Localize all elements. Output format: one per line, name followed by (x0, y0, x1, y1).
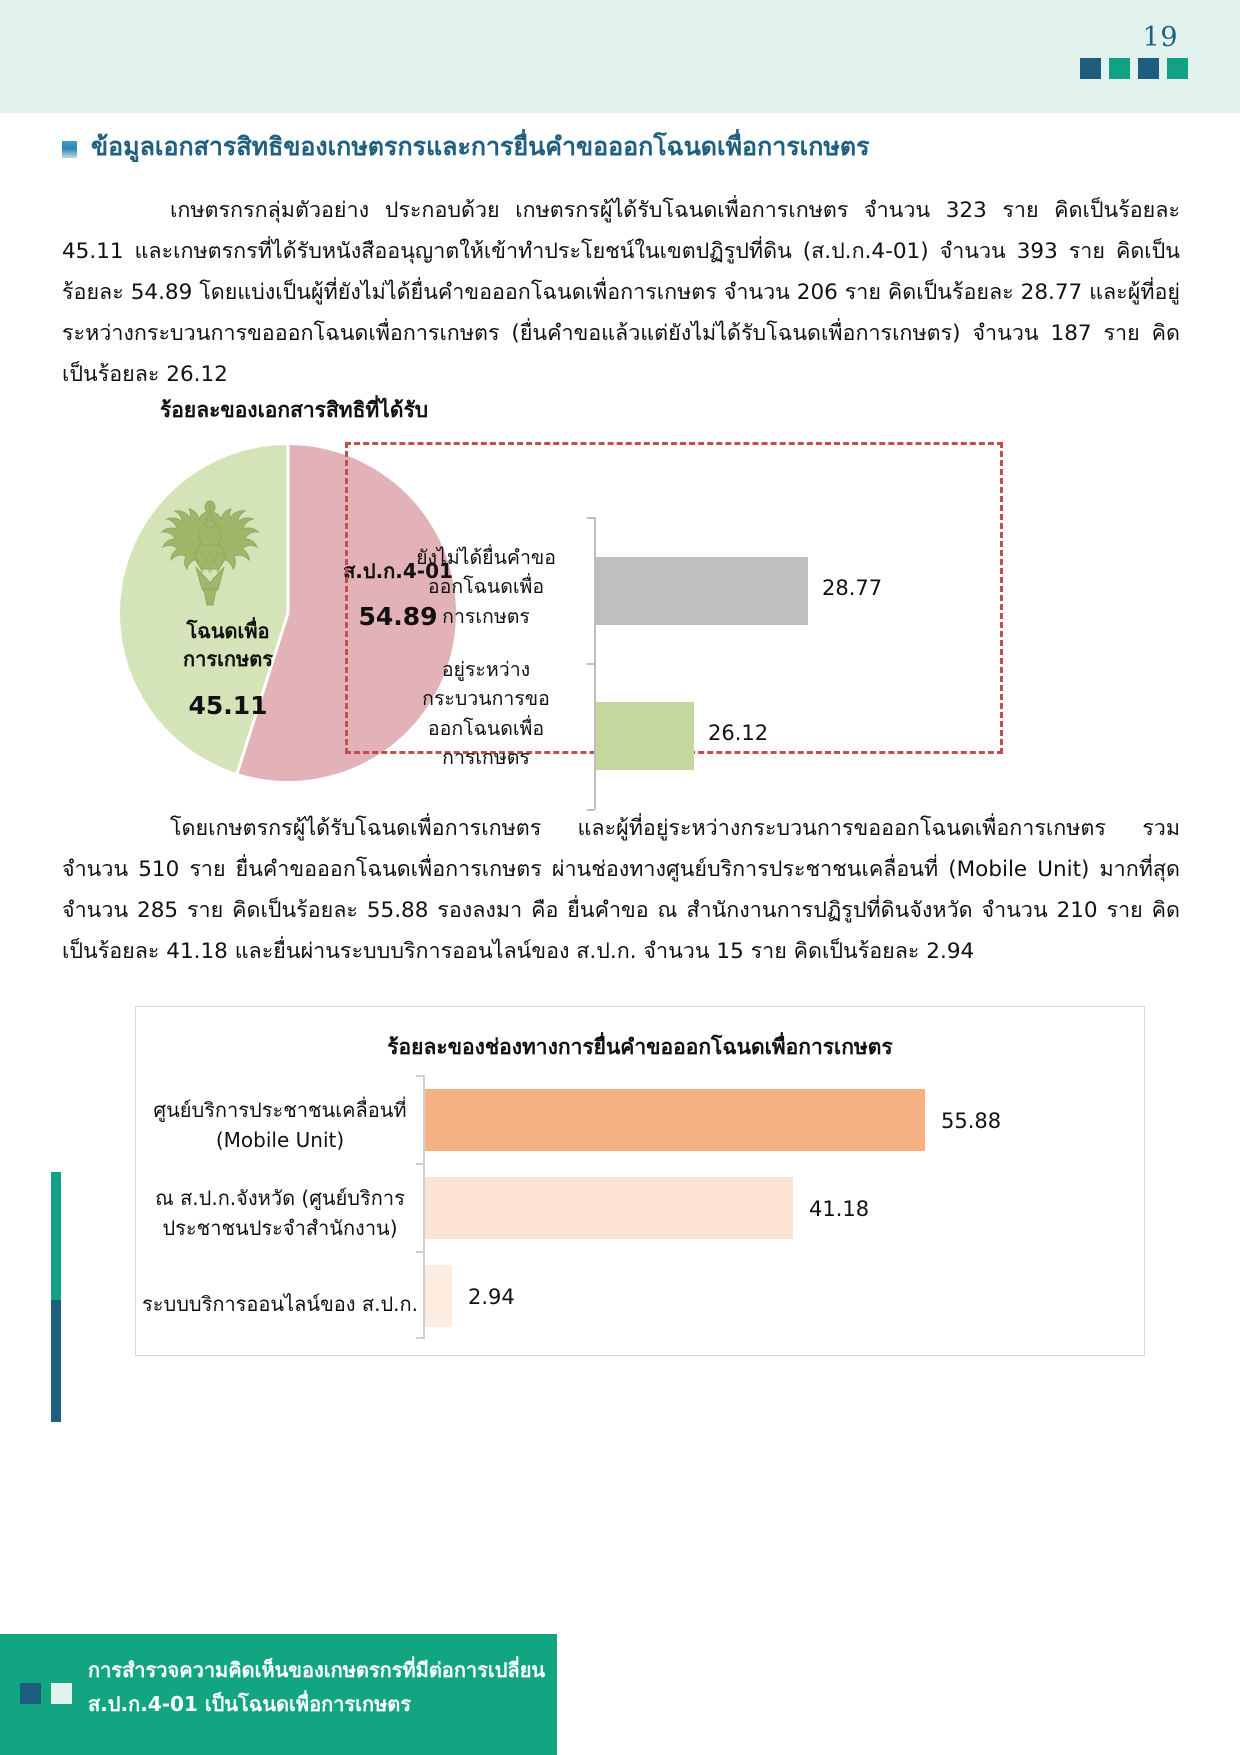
chart-1-axis-tick-0 (587, 517, 595, 519)
chart-1-bar-label-1-line-3: การเกษตร (442, 745, 530, 769)
footer-square-2 (51, 1683, 72, 1704)
pie-slice-name-green: โฉนดเพื่อการเกษตร (183, 619, 273, 672)
chart-2-axis-tick-0 (416, 1075, 425, 1077)
side-accent-navy (51, 1300, 61, 1422)
chart-1-bar-label-0-line-0: ยังไม่ได้ยื่นคำขอ (416, 546, 556, 569)
chart-2-axis-tick-1 (416, 1163, 425, 1165)
chart-1-axis-tick-1 (587, 663, 595, 665)
chart-1-bar-label-1-line-0: อยู่ระหว่าง (441, 658, 531, 681)
page-header-band (0, 0, 1240, 113)
chart-2-axis-tick-2 (416, 1251, 425, 1253)
chart-2-bar-1 (425, 1177, 793, 1239)
chart-2-bar-label-0-line-1: (Mobile Unit) (215, 1128, 345, 1152)
header-square-2 (1109, 58, 1130, 79)
section-heading (62, 130, 870, 164)
chart-2-title: ร้อยละของช่องทางการยื่นคำขอออกโฉนดเพื่อการเกษตร (387, 1035, 893, 1059)
chart-2-bar-label-0-line-0: ศูนย์บริการประชาชนเคลื่อนที่ (153, 1098, 407, 1122)
chart-1-bar-value-0: 28.77 (822, 576, 883, 600)
header-square-3 (1138, 58, 1159, 79)
paragraph-1: เกษตรกรกลุ่มตัวอย่าง ประกอบด้วย เกษตรกรผู้ได้รับโฉนดเพื่อการเกษตร จำนวน 323 ราย คิดเป็นร้อยละ 45.11 และเกษตรกรที่ได้รับหนังสืออนุญาตให้เข้าทำประโยชน์ในเขตปฏิรูปที่ดิน (ส.ป.ก.4-01) จำนวน 393 ราย คิดเป็นร้อยละ 54.89 โดยแบ่งเป็นผู้ที่ยังไม่ได้ยื่นคำขอออกโฉนดเพื่อการเกษตร จำนวน 206 ราย คิดเป็นร้อยละ 28.77 และผู้ที่อยู่ระหว่างกระบวนการขอออกโฉนดเพื่อการเกษตร (ยื่นคำขอแล้วแต่ยังไม่ได้รับโฉนดเพื่อการเกษตร) จำนวน 187 ราย คิดเป็นร้อยละ 26.12 (62, 198, 1180, 387)
chart-1-bar-label-1-line-1: กระบวนการขอ (422, 687, 550, 711)
chart-1-bar-value-1: 26.12 (708, 721, 769, 745)
footer-title-line-1: การสำรวจความคิดเห็นของเกษตรกรที่มีต่อการเปลี่ยน (88, 1658, 546, 1682)
chart-2-bar-label-0 (142, 1095, 418, 1155)
footer-title (88, 1654, 548, 1721)
footer-title-line-2: ส.ป.ก.4-01 เป็นโฉนดเพื่อการเกษตร (88, 1691, 412, 1716)
chart-1-container (0, 380, 1240, 780)
chart-1-bar-label-0-line-1: ออกโฉนดเพื่อ (427, 575, 545, 599)
section-title-text: ข้อมูลเอกสารสิทธิของเกษตรกรและการยื่นคำขอออกโฉนดเพื่อการเกษตร (91, 132, 870, 161)
chart-2-bar-label-1-line-1: ประชาชนประจำสำนักงาน) (162, 1216, 398, 1240)
footer-decoration-squares (20, 1683, 72, 1704)
chart-1-title: ร้อยละของเอกสารสิทธิที่ได้รับ (160, 398, 429, 422)
chart-1-bar-1 (596, 702, 694, 770)
chart-2-bar-label-2-line-0: ระบบบริการออนไลน์ของ ส.ป.ก. (142, 1292, 418, 1316)
header-decoration-squares (1080, 58, 1188, 79)
chart-2-container (135, 1006, 1145, 1356)
chart-2-axis-tick-3 (416, 1337, 425, 1339)
chart-2-bar-label-1 (142, 1183, 418, 1243)
chart-2-bar-label-2 (142, 1289, 418, 1319)
header-square-1 (1080, 58, 1101, 79)
paragraph-2: โดยเกษตรกรผู้ได้รับโฉนดเพื่อการเกษตร และผู้ที่อยู่ระหว่างกระบวนการขอออกโฉนดเพื่อการเกษตร รวมจำนวน 510 ราย ยื่นคำขอออกโฉนดเพื่อการเกษตร ผ่านช่องทางศูนย์บริการประชาชนเคลื่อนที่ (Mobile Unit) มากที่สุด จำนวน 285 ราย คิดเป็นร้อยละ 55.88 รองลงมา คือ ยื่นคำขอ ณ สำนักงานการปฏิรูปที่ดินจังหวัด จำนวน 210 ราย คิดเป็นร้อยละ 41.18 และยื่นผ่านระบบบริการออนไลน์ของ ส.ป.ก. จำนวน 15 ราย คิดเป็นร้อยละ 2.94 (62, 816, 1180, 964)
chart-2-bar-value-0: 55.88 (941, 1109, 1002, 1133)
pie-slice-name-pink: ส.ป.ก.4-01 (343, 559, 453, 583)
chart-2-bar-2 (425, 1265, 452, 1327)
garuda-emblem-icon (146, 493, 274, 611)
chart-2-bar-label-1-line-0: ณ ส.ป.ก.จังหวัด (ศูนย์บริการ (155, 1186, 405, 1210)
chart-1-bar-label-1-line-2: ออกโฉนดเพื่อ (427, 716, 545, 740)
chart-2-bar-0 (425, 1089, 925, 1151)
chart-1-bar-label-0 (388, 543, 584, 631)
pie-separator-1 (287, 445, 290, 613)
chart-1-callout-box (345, 442, 1003, 769)
pie-slice-value-green: 45.11 (188, 690, 268, 720)
chart-2-bar-value-1: 41.18 (809, 1197, 870, 1221)
footer-square-1 (20, 1683, 41, 1704)
header-square-4 (1167, 58, 1188, 79)
chart-1-bar-0 (596, 557, 808, 625)
chart-2-bar-value-2: 2.94 (468, 1285, 515, 1309)
pie-slice-label-green (148, 617, 308, 723)
bullet-square-icon (62, 141, 77, 158)
pie-slice-value-pink: 54.89 (358, 602, 438, 632)
chart-1-bar-label-0-line-2: การเกษตร (442, 604, 530, 628)
side-accent-teal (51, 1172, 61, 1300)
page-footer (0, 1634, 557, 1755)
page-number: 19 (1142, 22, 1178, 53)
chart-1-bar-label-1 (388, 655, 584, 772)
